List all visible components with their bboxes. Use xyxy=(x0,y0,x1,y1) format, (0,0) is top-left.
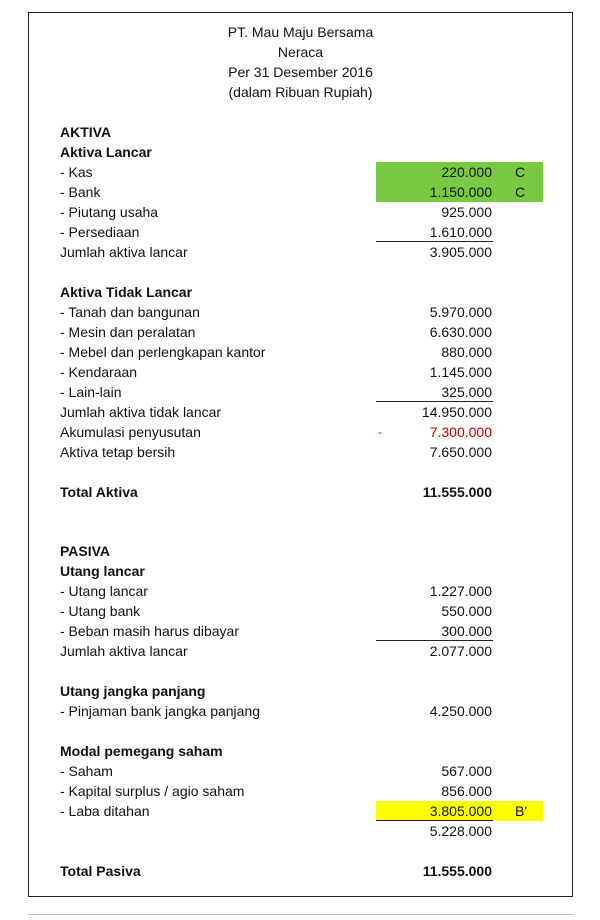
aktiva-tidak-lancar-heading: Aktiva Tidak Lancar xyxy=(60,284,193,300)
subtotal-value: 2.077.000 xyxy=(429,643,492,659)
report-date: Per 31 Desember 2016 xyxy=(228,64,373,80)
utang-lancar-heading: Utang lancar xyxy=(60,563,145,579)
akumulasi-label: Akumulasi penyusutan xyxy=(60,424,201,440)
akumulasi-value: 7.300.000 xyxy=(429,424,492,440)
subtotal-label: Jumlah aktiva lancar xyxy=(60,643,188,659)
minus-sign: - xyxy=(378,425,382,439)
line-value: 880.000 xyxy=(441,344,492,360)
line-label: - Kapital surplus / agio saham xyxy=(60,783,245,799)
line-value: 925.000 xyxy=(441,204,492,220)
total-pasiva-label: Total Pasiva xyxy=(60,863,141,879)
line-value: 550.000 xyxy=(441,603,492,619)
line-value: 325.000 xyxy=(441,384,492,400)
line-label: - Utang lancar xyxy=(60,583,148,599)
modal-heading: Modal pemegang saham xyxy=(60,743,223,759)
bersih-value: 7.650.000 xyxy=(429,444,492,460)
line-label: - Mesin dan peralatan xyxy=(60,324,196,340)
line-label: - Utang bank xyxy=(60,603,141,619)
line-value: 5.970.000 xyxy=(429,304,492,320)
line-label: - Mebel dan perlengkapan kantor xyxy=(60,344,266,360)
line-note: C xyxy=(515,184,526,200)
total-aktiva-label: Total Aktiva xyxy=(60,484,138,500)
line-value: 4.250.000 xyxy=(429,703,492,719)
line-value: 567.000 xyxy=(441,763,492,779)
aktiva-lancar-heading: Aktiva Lancar xyxy=(60,144,152,160)
line-label: - Saham xyxy=(60,763,113,779)
bersih-label: Aktiva tetap bersih xyxy=(60,444,176,460)
line-label: - Piutang usaha xyxy=(60,204,159,220)
line-value: 220.000 xyxy=(441,164,492,180)
line-label: - Bank xyxy=(60,184,101,200)
aktiva-heading: AKTIVA xyxy=(60,124,112,140)
line-note: B' xyxy=(515,803,528,819)
subtotal-label: Jumlah aktiva lancar xyxy=(60,244,188,260)
line-note: C xyxy=(515,164,526,180)
subtotal-value: 14.950.000 xyxy=(421,404,492,420)
line-value: 1.145.000 xyxy=(429,364,492,380)
line-label: - Tanah dan bangunan xyxy=(60,304,200,320)
jangka-panjang-heading: Utang jangka panjang xyxy=(60,683,206,699)
line-value: 1.150.000 xyxy=(429,184,492,200)
line-value: 300.000 xyxy=(441,623,492,639)
subtotal-label: Jumlah aktiva tidak lancar xyxy=(60,404,222,420)
company-name: PT. Mau Maju Bersama xyxy=(227,24,374,40)
bottom-rule xyxy=(28,914,573,915)
line-label: - Kendaraan xyxy=(60,364,138,380)
line-label: - Lain-lain xyxy=(60,384,122,400)
line-value: 1.610.000 xyxy=(429,224,492,240)
modal-total-value: 5.228.000 xyxy=(429,823,492,839)
line-value: 856.000 xyxy=(441,783,492,799)
total-pasiva-value: 11.555.000 xyxy=(422,863,492,879)
pasiva-heading: PASIVA xyxy=(60,543,111,559)
total-aktiva-value: 11.555.000 xyxy=(422,484,492,500)
line-label: - Kas xyxy=(60,164,93,180)
report-title: Neraca xyxy=(277,44,324,60)
line-value: 6.630.000 xyxy=(429,324,492,340)
line-label: - Laba ditahan xyxy=(60,803,150,819)
report-unit: (dalam Ribuan Rupiah) xyxy=(228,84,373,100)
line-label: - Persediaan xyxy=(60,224,140,240)
line-label: - Beban masih harus dibayar xyxy=(60,623,239,639)
line-value: 3.805.000 xyxy=(429,803,492,819)
line-label: - Pinjaman bank jangka panjang xyxy=(60,703,261,719)
line-value: 1.227.000 xyxy=(429,583,492,599)
subtotal-value: 3.905.000 xyxy=(429,244,492,260)
